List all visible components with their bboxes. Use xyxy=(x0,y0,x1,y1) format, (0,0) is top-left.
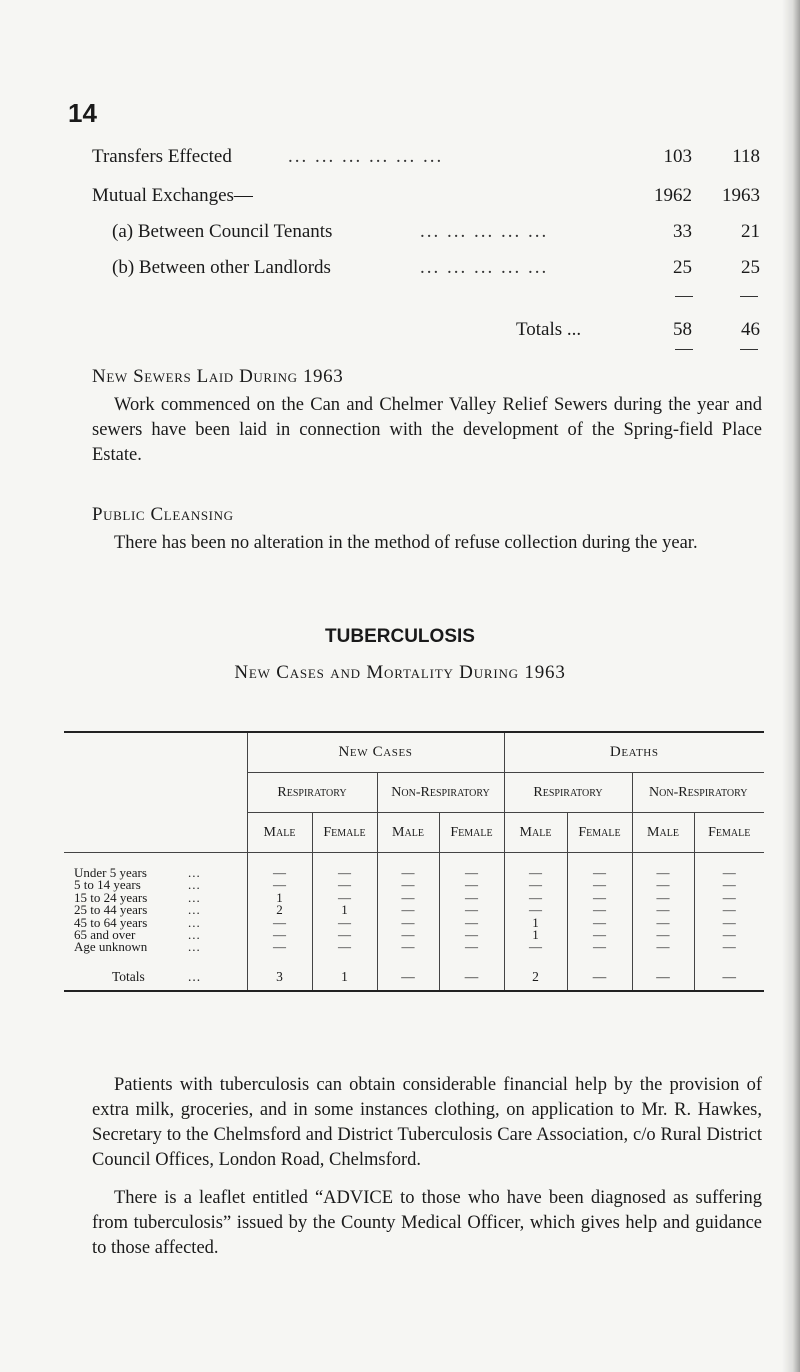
page-edge-shadow xyxy=(782,0,800,1372)
cell: — xyxy=(504,892,567,904)
sum-rule xyxy=(675,296,693,297)
cell: 1 xyxy=(247,892,312,904)
cell: — xyxy=(504,941,567,953)
subgroup-header: Respiratory xyxy=(247,773,377,813)
subgroup-header: Non-Respiratory xyxy=(377,773,504,813)
cell: — xyxy=(377,941,439,953)
cell: — xyxy=(504,867,567,879)
cell: — xyxy=(377,929,439,941)
leader-dots: ... xyxy=(188,968,202,984)
cell: — xyxy=(694,904,764,916)
exchange-a-1963: 21 xyxy=(741,221,760,242)
sum-rule xyxy=(675,349,693,350)
cell: — xyxy=(632,917,694,929)
cell: — xyxy=(377,879,439,891)
row-label: Age unknown xyxy=(74,939,148,955)
leader-dots: ... xyxy=(188,927,201,943)
cell: 1 xyxy=(312,904,377,916)
totals-1963: 46 xyxy=(741,319,760,340)
cell: — xyxy=(567,929,632,941)
leader-dots: ... ... ... ... ... ... xyxy=(288,146,444,167)
totals-row-label: Totals xyxy=(112,968,145,984)
sewers-paragraph: Work commenced on the Can and Chelmer Valley Relief Sewers during the year and sewers have been laid in connection with the development of the Spring-field Place Estate. xyxy=(92,395,762,465)
leader-dots: ... xyxy=(188,877,201,893)
row-label: Under 5 years xyxy=(74,865,147,880)
table-row xyxy=(64,941,764,953)
cell: — xyxy=(694,964,764,991)
cell: — xyxy=(632,867,694,879)
cell: — xyxy=(632,892,694,904)
year-1962: 1962 xyxy=(654,185,692,206)
care-paragraph: Patients with tuberculosis can obtain considerable financial help by the provision of extra milk, groceries, and in some instances clothing, on application to Mr. R. Hawkes, Secretary to the Chelmsford and District Tuberculosis Care Association, c/o Rural District Council Offices, London Road, Chelmsford. xyxy=(92,1075,762,1170)
cell: — xyxy=(632,941,694,953)
cell: — xyxy=(439,941,504,953)
exchanges-label: Mutual Exchanges— xyxy=(92,185,253,206)
cell: — xyxy=(567,892,632,904)
exchange-b-1963: 25 xyxy=(741,257,760,278)
cell: — xyxy=(247,867,312,879)
cell: — xyxy=(312,892,377,904)
sex-header: Male xyxy=(504,813,567,853)
row-label: 65 and over xyxy=(74,927,136,943)
cell: — xyxy=(439,929,504,941)
sum-rule xyxy=(740,296,758,297)
leader-dots: ... xyxy=(188,939,201,955)
tuberculosis-title: TUBERCULOSIS xyxy=(325,626,475,647)
sewers-heading: New Sewers Laid During 1963 xyxy=(92,366,344,387)
tuberculosis-subtitle: New Cases and Mortality During 1963 xyxy=(234,662,566,683)
exchange-b-label: (b) Between other Landlords xyxy=(112,257,331,278)
exchange-row-a xyxy=(112,221,792,247)
cell: — xyxy=(632,929,694,941)
sex-header: Male xyxy=(632,813,694,853)
cell: 2 xyxy=(247,904,312,916)
corner-cell xyxy=(64,813,247,853)
cell: — xyxy=(312,941,377,953)
sex-header: Female xyxy=(312,813,377,853)
cell: — xyxy=(567,867,632,879)
exchange-a-label: (a) Between Council Tenants xyxy=(112,221,333,242)
cell: 1 xyxy=(504,917,567,929)
transfers-label: Transfers Effected xyxy=(92,146,232,167)
cell: — xyxy=(632,904,694,916)
leader-dots: ... ... ... ... ... xyxy=(420,221,549,242)
cell: — xyxy=(377,964,439,991)
tuberculosis-table xyxy=(64,731,764,992)
sex-header: Male xyxy=(377,813,439,853)
cell: — xyxy=(312,917,377,929)
cell: — xyxy=(439,964,504,991)
cell: — xyxy=(312,867,377,879)
exchange-b-1962: 25 xyxy=(673,257,692,278)
exchanges-totals-row xyxy=(92,319,772,345)
cell: — xyxy=(247,879,312,891)
sum-rule xyxy=(740,349,758,350)
cell: — xyxy=(377,892,439,904)
cell: — xyxy=(567,964,632,991)
cell: — xyxy=(694,917,764,929)
cell: — xyxy=(504,904,567,916)
cell: — xyxy=(247,929,312,941)
leaflet-paragraph: There is a leaflet entitled “ADVICE to those who have been diagnosed as suffering from tuberculosis” issued by the County Medical Officer, which gives help and guidance to those affected. xyxy=(92,1188,762,1258)
cell: — xyxy=(312,929,377,941)
cell: — xyxy=(567,917,632,929)
transfers-1963: 118 xyxy=(732,146,760,167)
cell: — xyxy=(439,917,504,929)
cell: — xyxy=(439,904,504,916)
leader-dots: ... xyxy=(188,902,201,918)
cell: — xyxy=(247,917,312,929)
exchanges-header-row xyxy=(92,185,772,211)
cell: 1 xyxy=(312,964,377,991)
row-label: 5 to 14 years xyxy=(74,877,141,893)
sex-header: Female xyxy=(567,813,632,853)
cell: — xyxy=(694,892,764,904)
subgroup-header: Respiratory xyxy=(504,773,632,813)
cell: — xyxy=(504,879,567,891)
cell: — xyxy=(247,941,312,953)
cell: — xyxy=(567,904,632,916)
cell: — xyxy=(632,964,694,991)
group-new-cases: New Cases xyxy=(247,732,504,773)
cleansing-paragraph: There has been no alteration in the method of refuse collection during the year. xyxy=(114,533,698,553)
cell: 2 xyxy=(504,964,567,991)
row-label: 45 to 64 years xyxy=(74,914,148,930)
row-label: 15 to 24 years xyxy=(74,889,148,905)
cell: — xyxy=(377,867,439,879)
totals-label: Totals ... xyxy=(516,319,582,340)
cell: — xyxy=(377,904,439,916)
cell: 3 xyxy=(247,964,312,991)
cleansing-heading: Public Cleansing xyxy=(92,504,234,525)
cell: — xyxy=(694,867,764,879)
exchange-a-1962: 33 xyxy=(673,221,692,242)
cell: — xyxy=(439,867,504,879)
leader-dots: ... xyxy=(188,889,201,905)
cell: — xyxy=(439,879,504,891)
totals-row xyxy=(64,964,764,991)
corner-cell xyxy=(64,773,247,813)
totals-1962: 58 xyxy=(673,319,692,340)
cell: — xyxy=(694,929,764,941)
transfers-row xyxy=(92,146,772,172)
leader-dots: ... xyxy=(188,865,201,880)
cell: — xyxy=(567,879,632,891)
cell: — xyxy=(694,941,764,953)
cell: 1 xyxy=(504,929,567,941)
subgroup-header: Non-Respiratory xyxy=(632,773,764,813)
leader-dots: ... ... ... ... ... xyxy=(420,257,549,278)
group-deaths: Deaths xyxy=(504,732,764,773)
cell: — xyxy=(312,879,377,891)
sex-header: Female xyxy=(694,813,764,853)
leader-dots: ... xyxy=(188,914,201,930)
year-1963: 1963 xyxy=(722,185,760,206)
exchange-row-b xyxy=(112,257,792,283)
cell: — xyxy=(567,941,632,953)
cell: — xyxy=(439,892,504,904)
cell: — xyxy=(694,879,764,891)
page-number: 14 xyxy=(68,98,97,128)
row-label: 25 to 44 years xyxy=(74,902,148,918)
cell: — xyxy=(632,879,694,891)
cell: — xyxy=(377,917,439,929)
sex-header: Female xyxy=(439,813,504,853)
sex-header: Male xyxy=(247,813,312,853)
transfers-1962: 103 xyxy=(663,146,692,167)
corner-cell xyxy=(64,732,247,773)
